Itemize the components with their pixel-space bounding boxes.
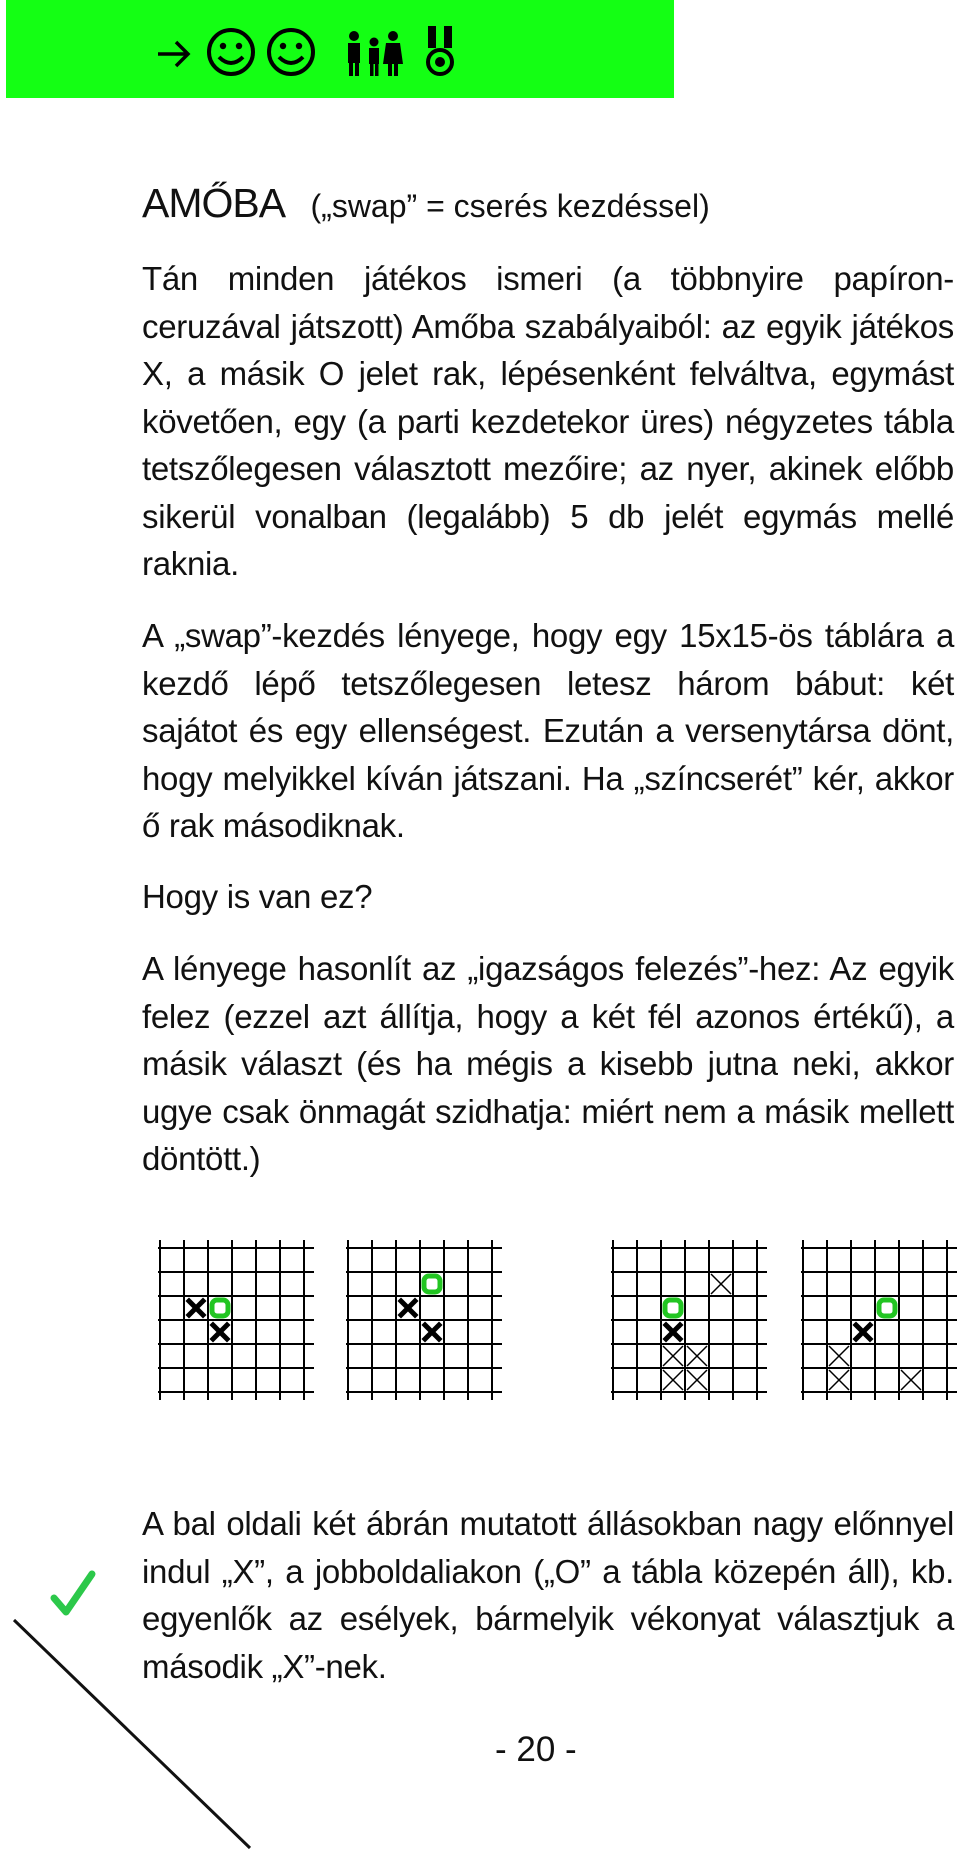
x-candidate-mark <box>687 1370 707 1390</box>
x-piece <box>425 1325 439 1339</box>
fair-split-highlight: igazságos felezés <box>478 950 738 987</box>
paragraph-fair-split <box>142 945 954 1183</box>
paragraph-swap: A „swap”-kezdés lényege, hogy egy 15x15-ös táblára a kezdő lépő tetszőlegesen letesz három bábut: két sajátot és egy ellenségest. Ezután a versenytársa dönt, hogy melyikkel kíván játszani. Ha „színcserét” kér, akkor ő rak másodiknak. <box>142 617 954 844</box>
fair-split-text-after: ”-hez: Az egyik felez (ezzel azt állítja, hogy a két fél azonos értékű), a másik választ (és ha mégis a kisebb jutna neki, akkor ugye csak önmagát szidhatja: miért nem a másik mellett döntött.) <box>142 950 954 1177</box>
x-candidate-mark <box>663 1346 683 1366</box>
smiley-face-icon <box>264 24 318 80</box>
page-number: - 20 - <box>495 1730 577 1769</box>
o-piece <box>424 1276 440 1292</box>
x-candidate-mark <box>901 1370 921 1390</box>
o-piece <box>879 1300 895 1316</box>
board-diagram-2 <box>346 1240 506 1415</box>
check-mark-icon <box>54 1574 92 1612</box>
board-diagram-3 <box>611 1240 771 1415</box>
title-subtitle: („swap” = cserés kezdéssel) <box>310 188 710 224</box>
x-candidate-mark <box>663 1370 683 1390</box>
paragraph-question: Hogy is van ez? <box>142 878 373 915</box>
paragraph-rules: Tán minden játékos ismeri (a többnyire papíron-ceruzával játszott) Amőba szabályaiból: az egyik játékos X, a másik O jelet rak, lépésenként felváltva, egymást követően, egy (a parti kezdetekor üres) négyzetes tábla tetszőlegesen választott mezőire; az nyer, akinek előbb sikerül vonalban (legalább) 5 db jelét egymás mellé raknia. <box>142 260 954 582</box>
x-piece <box>213 1325 227 1339</box>
board-diagram-1 <box>158 1240 318 1415</box>
x-candidate-mark <box>829 1346 849 1366</box>
x-candidate-mark <box>711 1274 731 1294</box>
medal-icon <box>420 24 460 80</box>
x-piece <box>666 1325 680 1339</box>
arrow-right-icon <box>154 24 194 80</box>
header-bar <box>6 0 674 98</box>
x-piece <box>856 1325 870 1339</box>
x-candidate-mark <box>829 1370 849 1390</box>
o-piece <box>665 1300 681 1316</box>
title-main: AMŐBA <box>142 180 286 226</box>
x-candidate-mark <box>687 1346 707 1366</box>
o-piece <box>212 1300 228 1316</box>
board-diagram-4 <box>801 1240 960 1415</box>
corner-fold-line <box>14 1620 250 1848</box>
x-piece <box>401 1301 415 1315</box>
page-title <box>142 178 942 231</box>
x-piece <box>189 1301 203 1315</box>
corner-decoration <box>0 1560 270 1852</box>
paragraph-conclusion: A bal oldali két ábrán mutatott állásokban nagy előnnyel indul „X”, a jobboldaliakon („O” a tábla közepén áll), kb. egyenlők az esélyek, bármelyik vékonyat választjuk a második „X”-nek. <box>142 1505 954 1685</box>
fair-split-text-before: A lényege hasonlít az „ <box>142 950 479 987</box>
family-icon <box>342 24 406 80</box>
smiley-face-icon <box>204 24 258 80</box>
